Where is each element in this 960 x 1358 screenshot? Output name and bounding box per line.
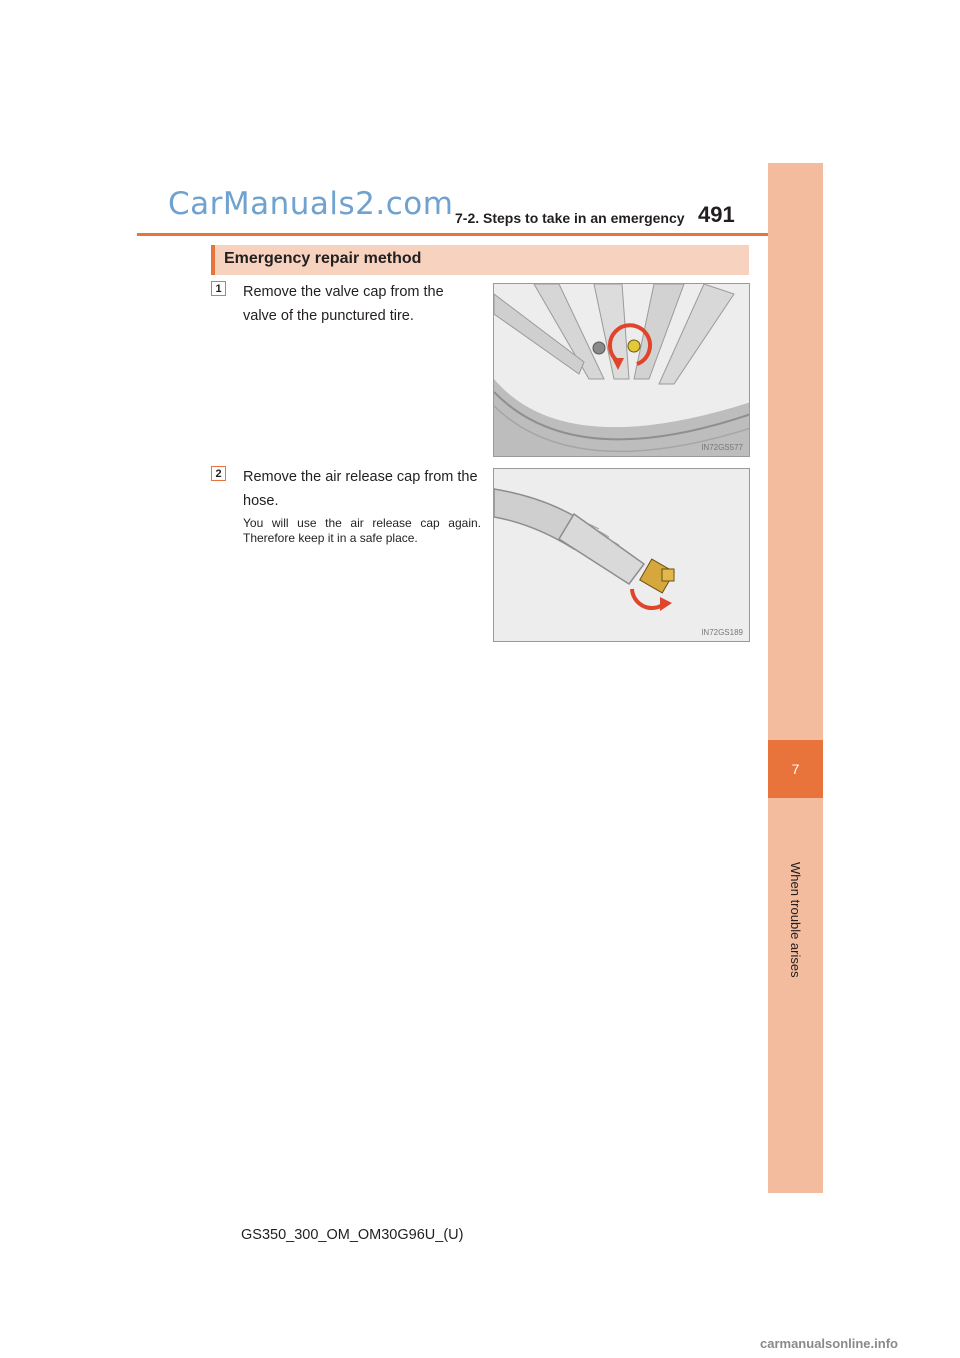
- step-1-number: 1: [211, 281, 226, 296]
- valve-cap-removal-image: [494, 284, 750, 457]
- chapter-side-tab: [768, 163, 823, 1193]
- step-1-figure-code: IN72GS577: [701, 443, 743, 452]
- step-2-text: Remove the air release cap from the hose.: [243, 469, 478, 509]
- watermark-bottom: carmanualsonline.info: [760, 1336, 898, 1351]
- step-1-text: Remove the valve cap from the valve of the punctured tire.: [243, 284, 444, 324]
- watermark-logo-top: CarManuals2.com: [168, 186, 454, 222]
- header-rule: [137, 233, 823, 236]
- step-1-illustration: [493, 283, 750, 457]
- section-title: 7-2. Steps to take in an emergency: [455, 210, 685, 226]
- page-number: 491: [698, 202, 735, 227]
- step-2-number: 2: [211, 466, 226, 481]
- chapter-tab-number: 7: [768, 740, 823, 798]
- chapter-tab-label: When trouble arises: [788, 862, 803, 978]
- step-2-note: You will use the air release cap again. Therefore keep it in a safe place.: [243, 516, 481, 545]
- step-2-figure-code: IN72GS189: [701, 628, 743, 637]
- section-heading: [211, 245, 749, 275]
- document-code: GS350_300_OM_OM30G96U_(U): [241, 1227, 464, 1243]
- air-release-cap-image: [494, 469, 750, 642]
- section-heading-text: Emergency repair method: [224, 250, 422, 267]
- step-2-illustration: [493, 468, 750, 642]
